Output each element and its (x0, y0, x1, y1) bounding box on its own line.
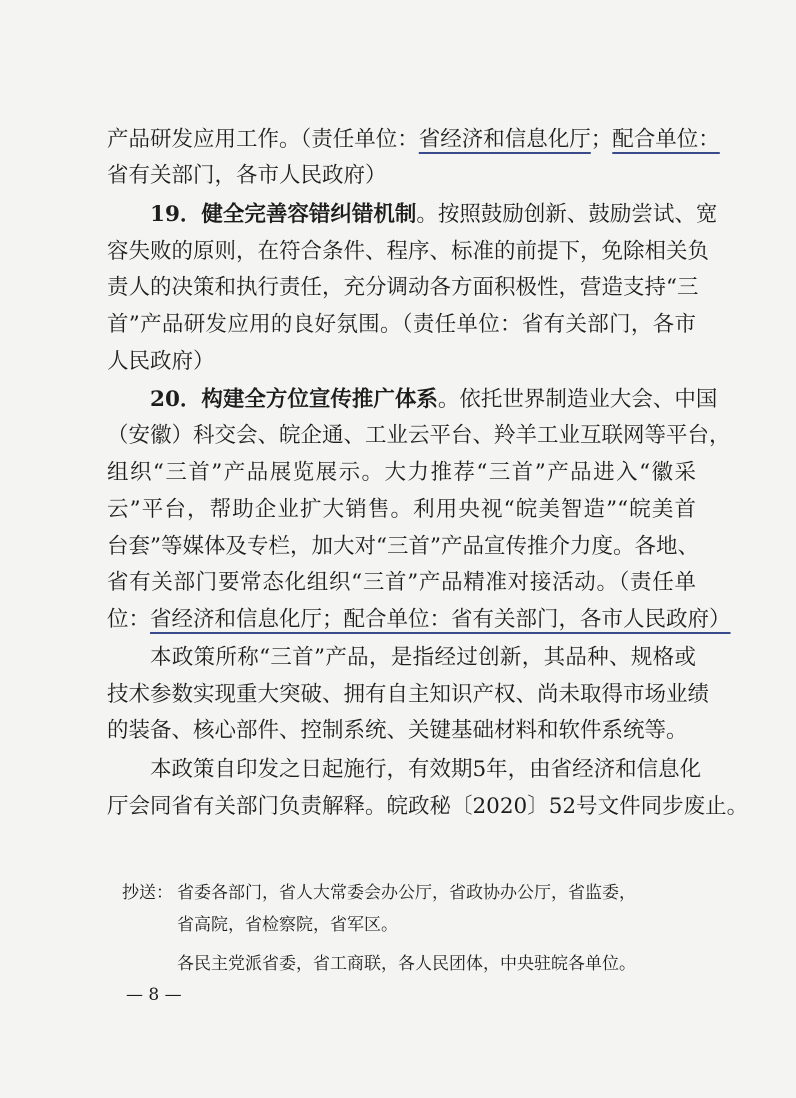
p19-line-5: 人民政府） (107, 349, 215, 374)
text-segment: 产品研发应用工作。（责任单位： (107, 127, 419, 152)
p19-heading: 19．健全完善容错纠错机制 (150, 202, 417, 227)
underlined-unit: 省经济和信息化厅 (418, 127, 591, 152)
cc-label: 抄送： (122, 883, 173, 903)
p20-heading: 20．构建全方位宣传推广体系 (150, 387, 438, 412)
underlined-unit: 配合单位： (612, 127, 720, 152)
p20-line-2: （安徽）科交会、皖企通、工业云平台、羚羊工业互联网等平台， (107, 423, 731, 448)
eff-line-1: 本政策自印发之日起施行，有效期5年，由省经济和信息化 (150, 757, 702, 782)
p18-line-1 (0, 125, 720, 155)
p19-line-2: 容失败的原则，在符合条件、程序、标准的前提下，免除相关负 (107, 239, 710, 264)
p20-line-1 (0, 385, 718, 415)
def-line-1: 本政策所称“三首”产品，是指经过创新，其品种、规格或 (150, 645, 696, 670)
text-segment: 。按照鼓励创新、鼓励尝试、宽 (416, 202, 718, 227)
underlined-unit: 省经济和信息化厅；配合单位：省有关部门，各市人民政府） (150, 607, 731, 632)
cc-line-3: 各民主党派省委，省工商联，各人民团体，中央驻皖各单位。 (177, 954, 636, 974)
p19-line-3: 责人的决策和执行责任，充分调动各方面积极性，营造支持“三 (107, 275, 699, 300)
def-line-3: 的装备、核心部件、控制系统、关键基础材料和软件系统等。 (107, 718, 688, 743)
text-segment: ； (590, 127, 613, 152)
eff-line-2: 厅会同省有关部门负责解释。皖政秘〔2020〕52号文件同步废止。 (107, 794, 749, 819)
cc-line-2: 省高院，省检察院，省军区。 (177, 915, 398, 935)
p20-line-7 (0, 605, 731, 635)
p19-line-1 (0, 200, 718, 230)
def-line-2: 技术参数实现重大突破、拥有自主知识产权、尚未取得市场业绩 (107, 682, 710, 707)
p20-line-4: 云”平台，帮助企业扩大销售。利用央视“皖美智造”“皖美首 (107, 497, 696, 522)
p20-line-6: 省有关部门要常态化组织“三首”产品精准对接活动。（责任单 (107, 570, 696, 595)
cc-line-1: 省委各部门，省人大常委会办公厅，省政协办公厅，省监委， (177, 883, 636, 903)
p20-line-5: 台套”等媒体及专栏，加大对“三首”产品宣传推介力度。各地、 (107, 534, 699, 559)
p20-line-3: 组织“三首”产品展览展示。大力推荐“三首”产品进入“徽采 (107, 460, 696, 485)
p19-line-4: 首”产品研发应用的良好氛围。（责任单位：省有关部门，各市 (107, 312, 696, 337)
text-segment: 位： (107, 607, 151, 632)
text-segment: 。依托世界制造业大会、中国 (437, 387, 718, 412)
p18-line-2: 省有关部门，各市人民政府） (107, 163, 387, 188)
page-number: — 8 — (126, 985, 182, 1005)
